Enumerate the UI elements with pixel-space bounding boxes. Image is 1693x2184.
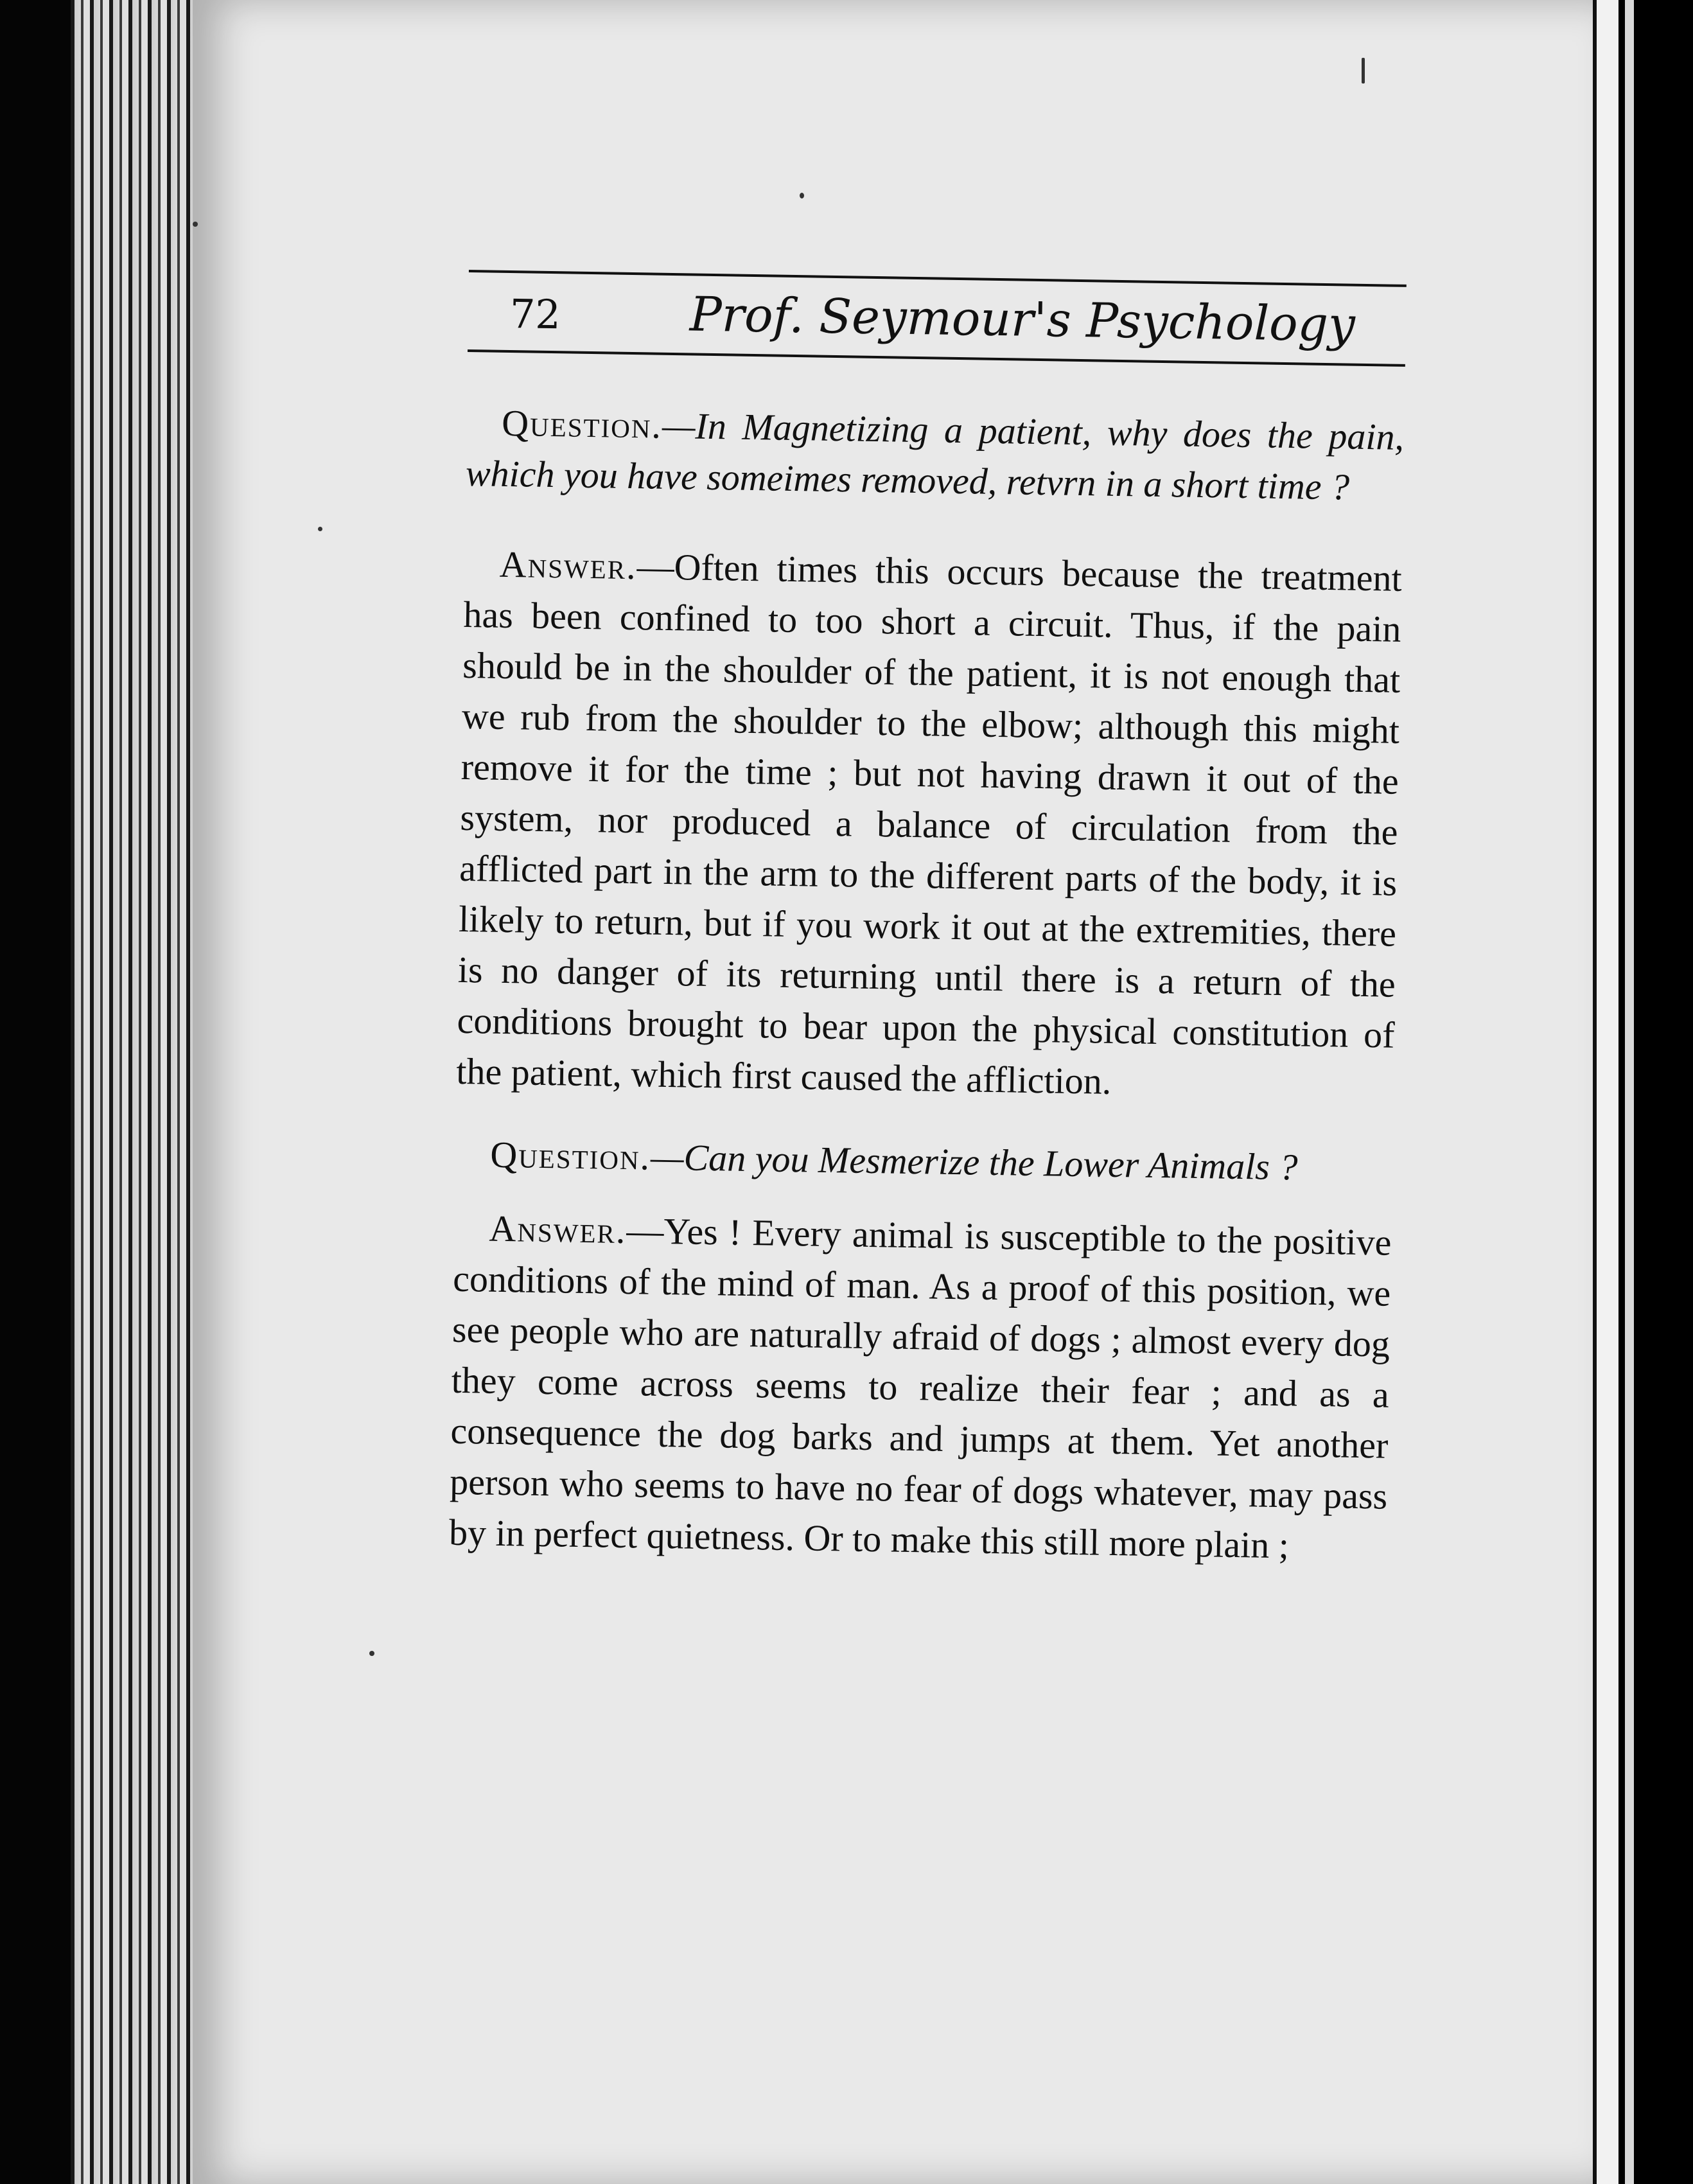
question-lead: Question. [489, 1133, 651, 1178]
page-text [449, 270, 1407, 1572]
answer-paragraph [449, 1202, 1392, 1572]
next-page-edge [1618, 0, 1693, 2184]
running-title: Prof. Seymour's Psychology [689, 286, 1356, 353]
scan-speck [369, 1651, 374, 1656]
running-head [468, 272, 1407, 364]
answer-text: —Often times this occurs because the treatment has been confined to too short a circuit. Thus, if the pain should be in the shoulder of the patient, it is not enough that we rub from the shoulder to the elbow; although this might remove it for the time ; but not having drawn it out of the system, nor produced a balance of circulation from the afflicted part in the arm to the different parts of the body, it is likely to return, but if you work it out at the extremities, there is no danger of its returning until there is a return of the conditions brought to bear upon the physical constitution of the patient, which first caused the affliction. [455, 545, 1403, 1102]
question-text: —In Magnetizing a patient, why does the pain, which you have someimes removed, retvrn in a short time ? [465, 404, 1405, 508]
question-text: —Can you Mesmerize the Lower Animals ? [650, 1136, 1298, 1188]
question-lead: Question. [501, 401, 663, 446]
question-paragraph [465, 397, 1404, 513]
scan-speck [1362, 58, 1365, 84]
page-number: 72 [509, 290, 561, 339]
question-paragraph [455, 1129, 1393, 1194]
answer-text: —Yes ! Every animal is susceptible to the positive conditions of the mind of man. As a proof of this position, we see people who are naturally afraid of dogs ; almost every dog they come across seems to realize their fear ; and as a consequence the dog barks and jumps at them. Yet another person who seems to have no fear of dogs whatever, may pass by in perfect quietness. Or to make this still more plain ; [448, 1210, 1392, 1567]
answer-lead: Answer. [499, 543, 638, 588]
answer-lead: Answer. [489, 1207, 627, 1252]
scan-speck [193, 222, 198, 227]
scan-speck [800, 193, 804, 198]
scan-speck [318, 527, 322, 531]
answer-paragraph [456, 538, 1402, 1111]
